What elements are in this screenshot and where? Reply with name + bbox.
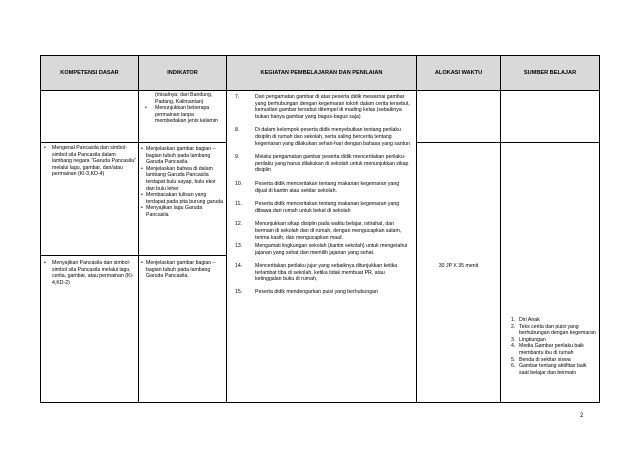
sumber-item: 3. Lingkungan xyxy=(511,336,546,343)
header-sumber-belajar: SUMBER BELAJAR xyxy=(501,56,600,91)
kegiatan-item: 11. Peserta didik menceritakan tentang makanan kegemaran yang dibawa dari rumah untuk bekal di sekolah xyxy=(235,201,400,214)
indikator-cell xyxy=(139,256,227,403)
kegiatan-item: 12. Menunjukkan sikap disiplin pada waktu belajar, istirahat, dan bermain di sekolah dan di rumah, dengan mengucapkan salam, terima kasih, dan mengucapkan maaf. xyxy=(235,221,402,241)
sumber-item: 1. Diri Anak xyxy=(511,317,540,323)
bullet-icon: • xyxy=(44,145,46,151)
kd-text: Menyajikan Pancasila dan simbol-simbol sila Pancasila melalui lagu, cerita, gambar, atau permainan (KI-4,KD-2) xyxy=(52,260,134,286)
indikator-cell xyxy=(139,143,227,256)
lesson-plan-table xyxy=(40,55,600,403)
bullet-icon: • xyxy=(141,146,143,152)
sumber-item: 2. Teks cerita dan puisi yang berhubungan dengan kegemaran xyxy=(511,323,596,337)
kegiatan-item: 10. Peserta didik menceritakan tentang makanan kegemaran yang dijual di kantin atau sekitar sekolah. xyxy=(235,180,400,194)
kd-cell-empty xyxy=(41,91,139,143)
bullet-icon: • xyxy=(141,260,143,266)
kegiatan-list xyxy=(227,91,416,296)
sumber-list xyxy=(501,143,599,376)
header-indikator: INDIKATOR xyxy=(139,56,227,91)
kegiatan-item: 13. Mengamati lingkungan sekolah (kantin sekolah) untuk mengetahui jajanan yang sehat dan memilih jajanan yang sehat. xyxy=(235,243,408,256)
alokasi-waktu: 30 JP X 35 menit xyxy=(438,263,479,269)
sumber-cell-top xyxy=(501,91,600,143)
page-number: 2 xyxy=(580,413,584,419)
kd-text: Mengenal Pancasila dan simbol-simbol sila Pancasila dalam lambang negara "Garuda Pancasila" melalui lagu, gambar, dan/atau permainan (KI-3,KD-4) xyxy=(52,145,136,178)
header-kegiatan: KEGIATAN PEMBELAJARAN DAN PENILAIAN xyxy=(227,56,417,91)
bullet-icon: • xyxy=(141,165,143,172)
sumber-item: 6. Gambar tentang aktifitas baik saat belajar dan bermain xyxy=(511,363,587,376)
indikator-continued-line: (misalnya: dari Bandung, xyxy=(155,92,213,98)
header-kompetensi-dasar: KOMPETENSI DASAR xyxy=(41,56,139,91)
kegiatan-item: 14. Menceritakan perilaku jujur yang sebaiknya ditunjukkan ketika terlambat tiba di sekolah, ketika tidak membuat PR, atau ketinggalan buku di rumah, xyxy=(235,263,398,283)
kegiatan-item: 15. Peserta didik mendengarkan puisi yang berhubungan xyxy=(235,289,378,296)
sumber-item: 4. Media Gambar perilaku baik membantu ibu di rumah xyxy=(511,343,584,356)
header-alokasi-waktu: ALOKASI WAKTU xyxy=(417,56,501,91)
kegiatan-cell xyxy=(227,91,417,403)
indikator-continued-line: Padang, Kalimantan) xyxy=(155,98,204,105)
alokasi-cell xyxy=(417,143,501,403)
bullet-icon: • xyxy=(145,105,147,112)
kd-cell xyxy=(41,143,139,256)
indikator-item: Membacakan tulisan yang terdapat pada pita burung garuda xyxy=(146,192,224,205)
kegiatan-item: 8. Di dalam kelompok peserta didik menyebutkan tentang perilaku disiplin di rumah dan sekolah, serta saling bercerita tentang kegemaran yang dilakukan sehari-hari dengan bahasa yang santun xyxy=(235,127,410,147)
table-header-row xyxy=(41,56,600,91)
alokasi-cell-top xyxy=(417,91,501,143)
kd-cell xyxy=(41,256,139,403)
indikator-item: Menjelaskan gambar bagian – bagian tubuh pada lambang Garuda Pancasila. xyxy=(146,260,216,280)
kegiatan-item: 9. Melalui pengamatan gambar peserta didik menceritakan perilaku-perilaku yang harus dilakukan di sekolah untuk menunjukkan sikap disiplin xyxy=(235,154,409,174)
sumber-item: 5. Benda di sekitar siswa xyxy=(511,356,571,363)
indikator-item: Menjelaskan bahwa di dalam lambang Garuda Pancasila terdapat bulu sayap, bulu ekor dan bulu leher xyxy=(146,165,216,192)
bullet-icon: • xyxy=(44,260,46,266)
indikator-cell-continued xyxy=(139,91,227,143)
kegiatan-item: 7. Dari pengamatan gambar di atas peserta didik mewarnai gambar yang berhubungan dengan kegemaran tokoh dalam cerita tersebut, kemudian gambar tersebut ditempel di mading kelas (sebaiknya bukan hanya gambar yang bagus-bagus saja) xyxy=(235,94,410,120)
indikator-item: Menjelaskan gambar bagian – bagian tubuh pada lambang Garuda Pancasila. xyxy=(146,146,216,166)
bullet-icon: • xyxy=(141,205,143,212)
table-row-continuation xyxy=(41,91,600,143)
sumber-cell xyxy=(501,143,600,403)
indikator-item: Menunjukkan beberapa permainan tanpa membedakan jenis kelamin xyxy=(155,105,218,125)
bullet-icon: • xyxy=(141,192,143,199)
indikator-item: Menyajikan lagu Garuda Pancasila xyxy=(146,205,203,218)
